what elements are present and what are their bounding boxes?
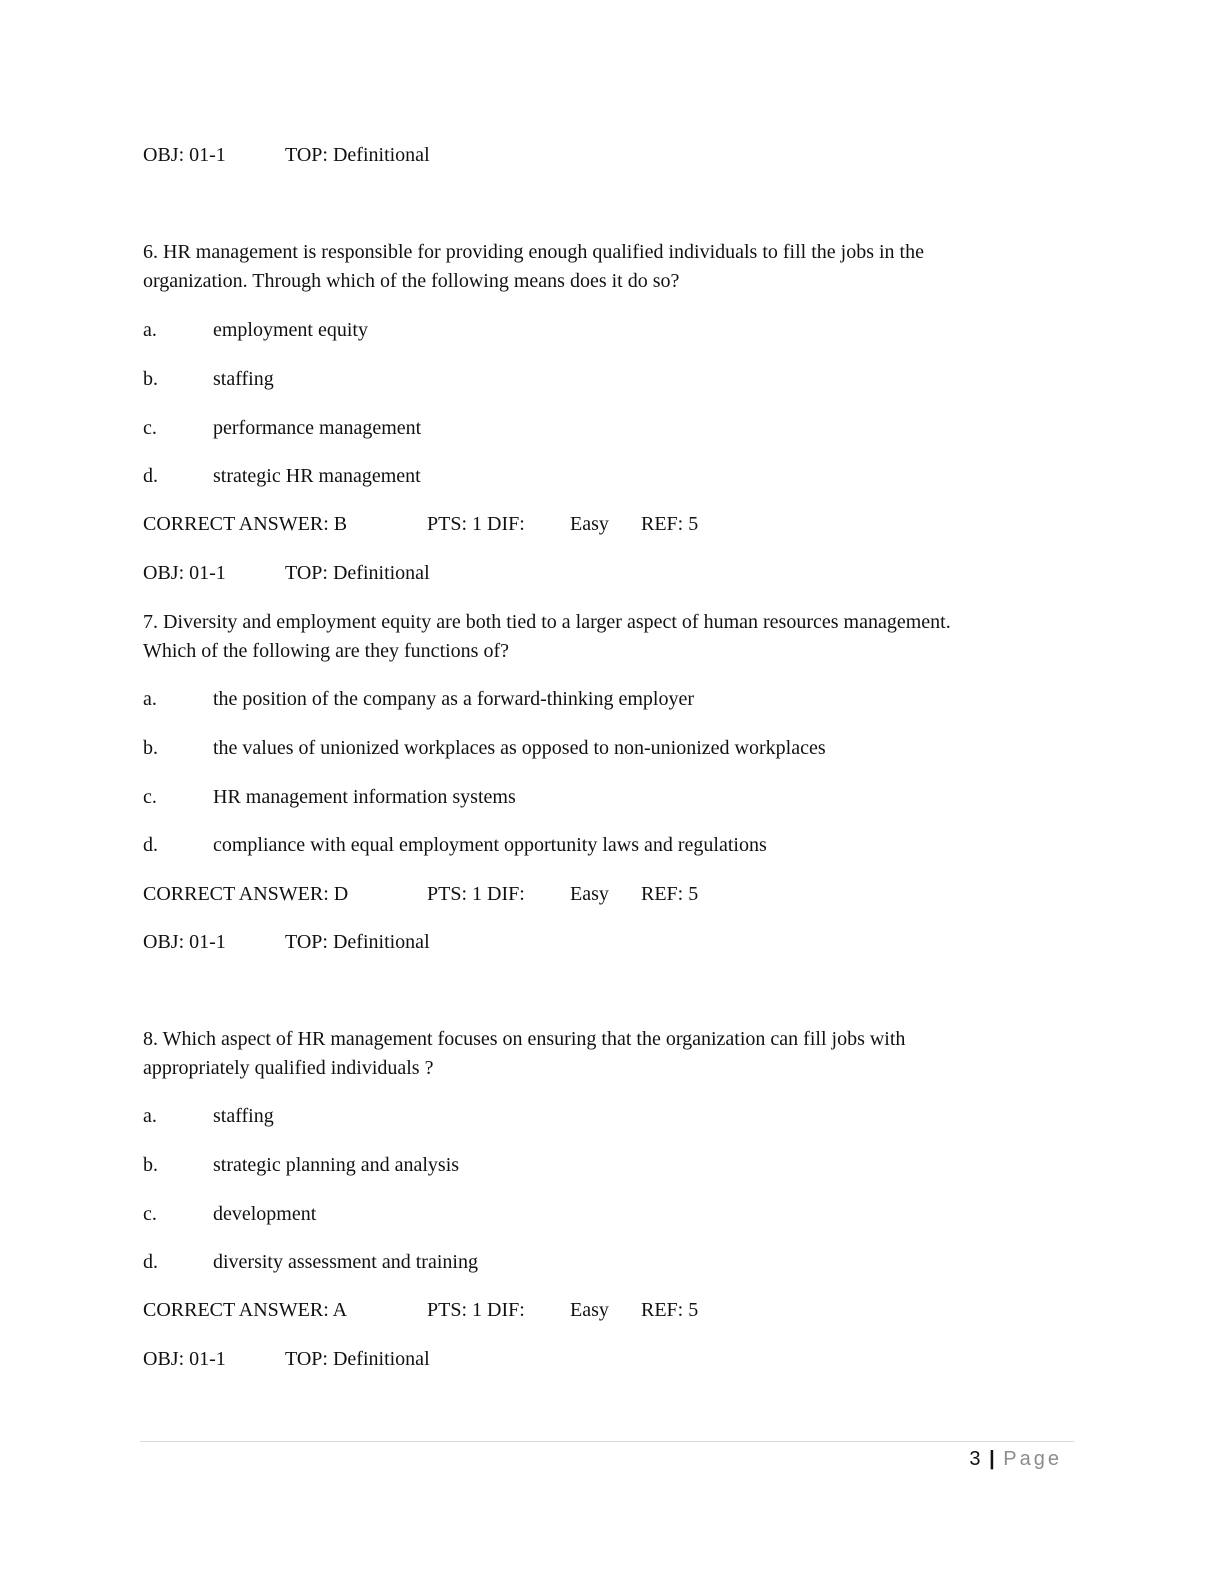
option-text: strategic HR management: [213, 465, 421, 487]
option-letter: c.: [143, 786, 157, 808]
option-letter: a.: [143, 688, 157, 710]
page-label: Page: [1003, 1448, 1062, 1470]
option-text: diversity assessment and training: [213, 1251, 478, 1273]
option-letter: d.: [143, 834, 158, 856]
reference: REF: 5: [641, 513, 699, 535]
question-stem-line: Which of the following are they functions of?: [143, 640, 509, 662]
correct-answer: CORRECT ANSWER: B: [143, 513, 348, 535]
question-stem-line: 6. HR management is responsible for providing enough qualified individuals to fill the jobs in the: [143, 241, 924, 263]
option-text: the position of the company as a forward-thinking employer: [213, 688, 694, 710]
option-text: compliance with equal employment opportunity laws and regulations: [213, 834, 767, 856]
obj-label: OBJ: 01-1: [143, 1348, 226, 1370]
question-stem-line: 7. Diversity and employment equity are both tied to a larger aspect of human resources management.: [143, 611, 951, 633]
difficulty-value: Easy: [570, 1299, 609, 1321]
footer-divider: [140, 1441, 1074, 1442]
obj-label: OBJ: 01-1: [143, 144, 226, 166]
footer-separator: |: [989, 1448, 995, 1470]
option-letter: c.: [143, 1203, 157, 1225]
option-text: staffing: [213, 368, 274, 390]
option-text: employment equity: [213, 319, 368, 341]
option-letter: d.: [143, 1251, 158, 1273]
option-text: HR management information systems: [213, 786, 516, 808]
difficulty-value: Easy: [570, 513, 609, 535]
points-difficulty-label: PTS: 1 DIF:: [427, 1299, 525, 1321]
option-text: performance management: [213, 417, 422, 439]
option-letter: a.: [143, 1105, 157, 1127]
obj-label: OBJ: 01-1: [143, 931, 226, 953]
page-number: 3: [969, 1448, 981, 1470]
option-letter: b.: [143, 368, 158, 390]
points-difficulty-label: PTS: 1 DIF:: [427, 513, 525, 535]
question-stem-line: appropriately qualified individuals ?: [143, 1057, 434, 1079]
option-text: development: [213, 1203, 317, 1225]
topic-label: TOP: Definitional: [285, 562, 430, 584]
option-text: strategic planning and analysis: [213, 1154, 460, 1176]
topic-label: TOP: Definitional: [285, 931, 430, 953]
page-footer: [900, 1448, 1062, 1471]
question-stem-line: 8. Which aspect of HR management focuses on ensuring that the organization can fill jobs with: [143, 1028, 906, 1050]
topic-label: TOP: Definitional: [285, 144, 430, 166]
difficulty-value: Easy: [570, 883, 609, 905]
points-difficulty-label: PTS: 1 DIF:: [427, 883, 525, 905]
correct-answer: CORRECT ANSWER: A: [143, 1299, 348, 1321]
question-stem-line: organization. Through which of the following means does it do so?: [143, 270, 680, 292]
obj-label: OBJ: 01-1: [143, 562, 226, 584]
reference: REF: 5: [641, 883, 699, 905]
option-text: staffing: [213, 1105, 274, 1127]
option-letter: b.: [143, 1154, 158, 1176]
option-letter: d.: [143, 465, 158, 487]
option-letter: b.: [143, 737, 158, 759]
reference: REF: 5: [641, 1299, 699, 1321]
correct-answer: CORRECT ANSWER: D: [143, 883, 349, 905]
option-letter: c.: [143, 417, 157, 439]
topic-label: TOP: Definitional: [285, 1348, 430, 1370]
option-text: the values of unionized workplaces as opposed to non-unionized workplaces: [213, 737, 826, 759]
option-letter: a.: [143, 319, 157, 341]
